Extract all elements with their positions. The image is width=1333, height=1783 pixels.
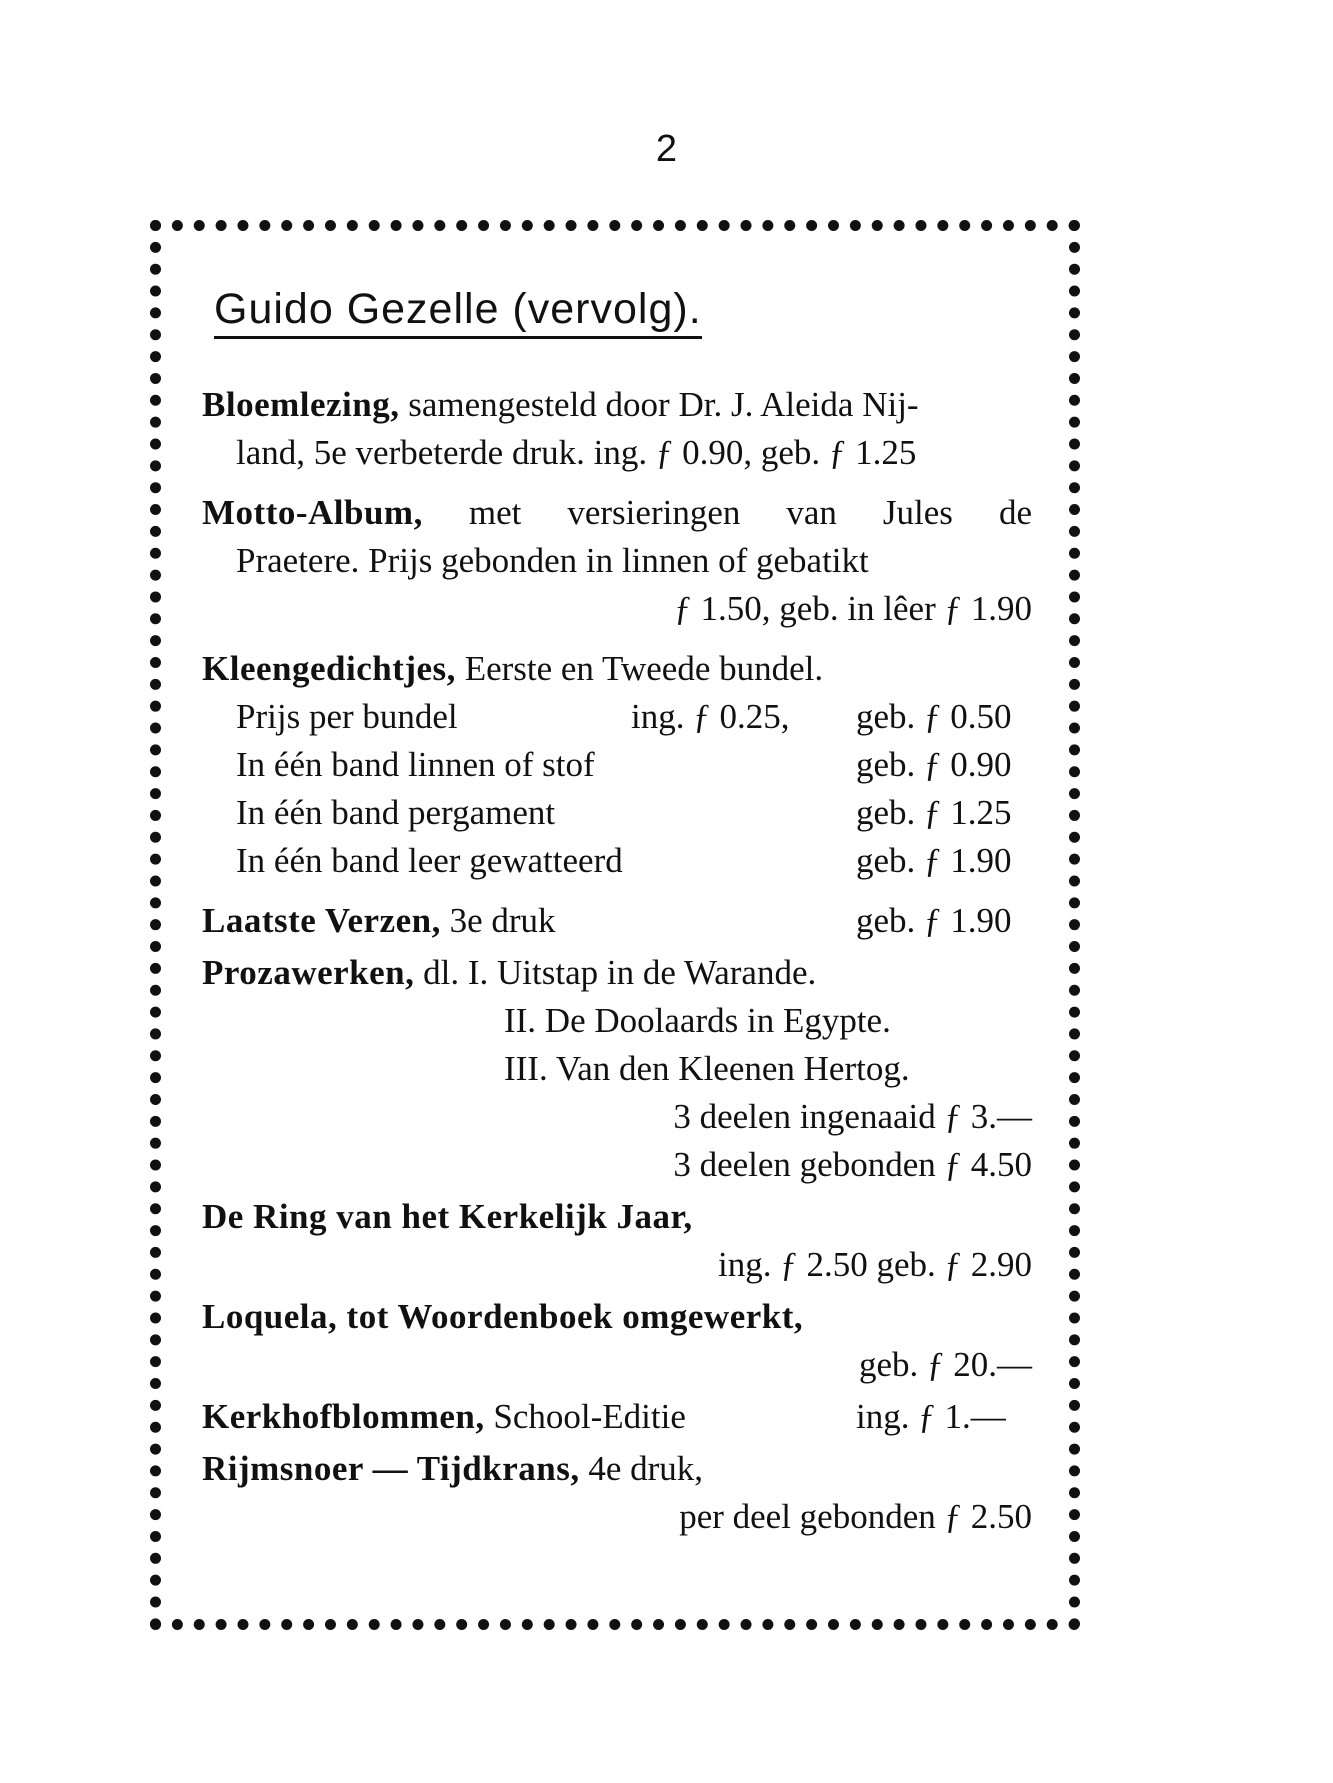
price-mid: ing. ƒ 0.25,	[631, 697, 790, 736]
entry-text: III. Van den Kleenen Hertog.	[504, 1049, 910, 1088]
price-value: geb. ƒ 1.90	[856, 841, 1012, 880]
entry-price: geb. ƒ 20.—	[858, 1345, 1032, 1384]
price-label: In één band pergament	[236, 793, 556, 832]
entry-kerkhofblommen	[202, 1393, 1032, 1441]
entry-title: Loquela, tot Woordenboek omgewerkt,	[202, 1297, 804, 1336]
entry-title: Rijmsnoer — Tijdkrans,	[202, 1449, 580, 1488]
entry-text: samengesteld door Dr. J. Aleida Nij-	[399, 385, 919, 424]
section-title: Guido Gezelle (vervolg).	[214, 285, 702, 339]
price-value: geb. ƒ 1.25	[856, 793, 1012, 832]
price-value: geb. ƒ 0.50	[856, 697, 1012, 736]
entry-price: 3 deelen ingenaaid ƒ 3.—	[673, 1097, 1032, 1136]
entry-title: Bloemlezing,	[202, 385, 400, 424]
entry-price: 3 deelen gebonden ƒ 4.50	[673, 1145, 1032, 1184]
entry-rijmsnoer	[202, 1445, 1032, 1541]
entry-text: dl. I. Uitstap in de Warande.	[414, 953, 817, 992]
catalogue-content	[202, 285, 1032, 1545]
entry-text: land, 5e verbeterde druk. ing. ƒ 0.90, geb. ƒ 1.25	[236, 433, 917, 472]
entry-price: ƒ 1.50, geb. in lêer ƒ 1.90	[674, 589, 1032, 628]
price-row	[202, 789, 1032, 837]
price-label: In één band leer gewatteerd	[236, 841, 623, 880]
entry-text: met versieringen van Jules de	[422, 493, 1032, 532]
entry-title: Motto-Album,	[202, 493, 423, 532]
entry-prozawerken	[202, 949, 1032, 1189]
entry-title: Kerkhofblommen,	[202, 1397, 485, 1436]
price-label: Prijs per bundel	[236, 697, 458, 736]
entry-bloemlezing	[202, 381, 1032, 477]
entry-motto-album	[202, 489, 1032, 633]
price-row	[202, 837, 1032, 885]
entry-price: ing. ƒ 2.50 geb. ƒ 2.90	[717, 1245, 1032, 1284]
entry-title: Prozawerken,	[202, 953, 415, 992]
page-number: 2	[655, 128, 678, 170]
entry-price: per deel gebonden ƒ 2.50	[679, 1497, 1032, 1536]
entry-text: II. De Doolaards in Egypte.	[504, 1001, 891, 1040]
price-label: In één band linnen of stof	[236, 745, 595, 784]
entry-text: School-Editie	[484, 1397, 686, 1436]
price-value: geb. ƒ 0.90	[856, 745, 1012, 784]
entry-price: ing. ƒ 1.—	[856, 1397, 1006, 1436]
entry-text: Praetere. Prijs gebonden in linnen of gebatikt	[236, 541, 869, 580]
entry-text: 3e druk	[440, 901, 556, 940]
entry-title: Laatste Verzen,	[202, 901, 441, 940]
entry-title: Kleengedichtjes,	[202, 649, 456, 688]
entry-title: De Ring van het Kerkelijk Jaar,	[202, 1197, 693, 1236]
price-row	[202, 693, 1032, 741]
entry-price: geb. ƒ 1.90	[856, 901, 1012, 940]
entry-laatste-verzen	[202, 897, 1032, 945]
entry-kleengedichtjes	[202, 645, 1032, 885]
entry-text: 4e druk,	[579, 1449, 704, 1488]
entry-de-ring	[202, 1193, 1032, 1289]
entry-loquela	[202, 1293, 1032, 1389]
entry-text: Eerste en Tweede bundel.	[455, 649, 824, 688]
price-row	[202, 741, 1032, 789]
